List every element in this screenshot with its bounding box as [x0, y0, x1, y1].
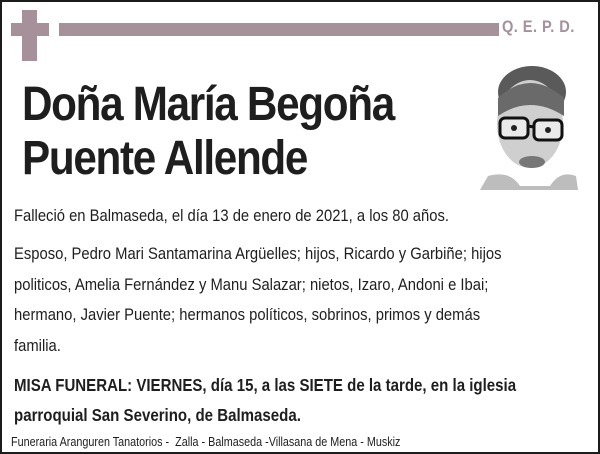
deceased-name [22, 78, 394, 186]
funeral-home-footer: Funeraria Aranguren Tanatorios - Zalla - Balmaseda -Villasana de Mena - Muskiz [11, 434, 401, 449]
funeral-mass-notice [14, 370, 516, 430]
family-line: hermano, Javier Puente; hermanos políticos, sobrinos, primos y demás [14, 305, 481, 324]
family-line: familia. [14, 335, 61, 355]
funeral-line: parroquial San Severino, de Balmaseda. [14, 405, 301, 425]
qepd-label: Q. E. P. D. [502, 17, 575, 36]
funeral-line: MISA FUNERAL: VIERNES, día 15, a las SIETE de la tarde, en la iglesia [14, 375, 517, 395]
cross-icon-horizontal [11, 23, 49, 36]
header-rule [59, 23, 499, 36]
name-line-2: Puente Allende [22, 132, 308, 185]
family-line: Esposo, Pedro Mari Santamarina Argüelles; hijos, Ricardo y Garbiñe; hijos [14, 244, 502, 263]
family-line: politicos, Amelia Fernández y Manu Salazar; nietos, Izaro, Andoni e Ibai; [14, 274, 489, 294]
portrait-icon [480, 58, 578, 190]
family-paragraph [14, 239, 501, 361]
name-line-1: Doña María Begoña [22, 78, 394, 131]
portrait-photo [480, 58, 578, 190]
death-notice: Falleció en Balmaseda, el día 13 de enero de 2021, a los 80 años. [14, 206, 449, 225]
